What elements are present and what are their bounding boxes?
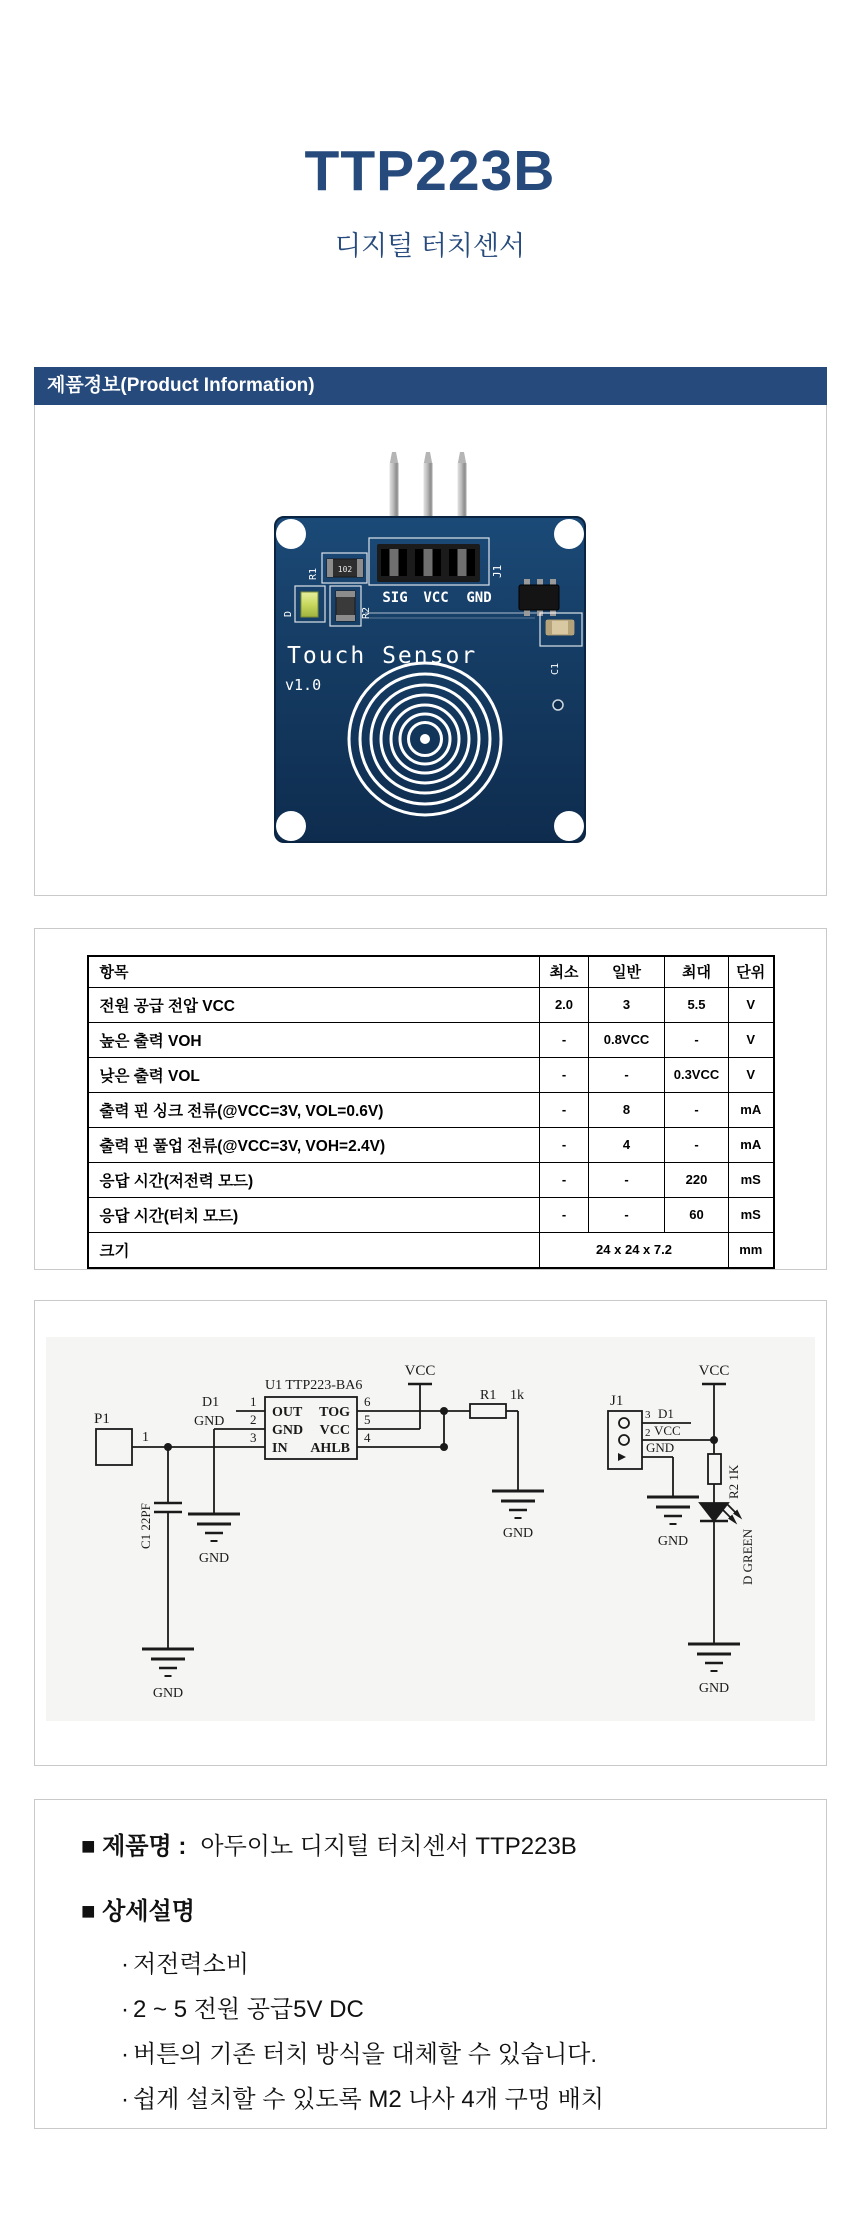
col-header-max: 최대 xyxy=(665,956,729,988)
section-header-label: 제품정보(Product Information) xyxy=(47,374,315,396)
gnd-label: GND xyxy=(152,1685,184,1701)
list-item: · 저전력소비 xyxy=(121,1950,249,1978)
j1-pin-3: 3 xyxy=(645,1408,651,1421)
ic-pin-5: 5 xyxy=(364,1411,371,1427)
silk-pin-labels xyxy=(382,590,491,606)
spec-header-row xyxy=(88,956,774,988)
details-box xyxy=(34,1799,827,2129)
ic-row-ahlb: AHLB xyxy=(310,1440,350,1456)
r1-value: 1k xyxy=(510,1387,524,1403)
list-item: · 2 ~ 5 전원 공급5V DC xyxy=(121,1995,364,2023)
schematic-box xyxy=(34,1300,827,1766)
led-label: D GREEN xyxy=(740,1528,755,1585)
r2-resistor-symbol xyxy=(708,1454,721,1484)
ic-row-vcc: VCC xyxy=(319,1422,350,1438)
ic-pin-4: 4 xyxy=(364,1429,371,1445)
list-item: · 쉽게 설치할 수 있도록 M2 나사 4개 구멍 배치 xyxy=(121,2085,604,2113)
svg-text:SIG: SIG xyxy=(382,589,408,606)
silk-j1-label: J1 xyxy=(491,564,504,578)
via-hole xyxy=(553,700,563,710)
resistor-code: 102 xyxy=(337,564,353,574)
ic-pin-3: 3 xyxy=(250,1429,257,1445)
ic-pin-6: 6 xyxy=(364,1393,371,1409)
j1-net-vcc: VCC xyxy=(654,1422,681,1438)
table-row: 낮은 출력 VOL - - 0.3VCC V xyxy=(88,1057,774,1092)
mounting-hole xyxy=(554,811,584,841)
silk-board-name: Touch Sensor xyxy=(287,642,478,669)
pcb-product-image xyxy=(35,405,826,895)
p1-connector-symbol xyxy=(96,1429,132,1465)
circuit-schematic xyxy=(46,1337,815,1719)
ic-row-out: OUT xyxy=(272,1404,303,1420)
pcb-board xyxy=(275,517,585,842)
j1-pin1-marker xyxy=(618,1453,626,1461)
col-header-typ: 일반 xyxy=(589,956,665,988)
table-row: 출력 핀 풀업 전류(@VCC=3V, VOH=2.4V) - 4 - mA xyxy=(88,1127,774,1162)
schematic-panel xyxy=(46,1337,815,1721)
table-row: 응답 시간(저전력 모드) - - 220 mS xyxy=(88,1162,774,1197)
p1-label: P1 xyxy=(94,1410,110,1427)
c1-label: C1 22PF xyxy=(138,1502,153,1549)
silk-c1-label: C1 xyxy=(550,662,561,675)
ic-row-gnd: GND xyxy=(272,1422,304,1438)
section-header-bar xyxy=(34,367,827,405)
silk-r1-label: R1 xyxy=(308,567,319,580)
mounting-hole xyxy=(276,811,306,841)
col-header-unit: 단위 xyxy=(729,956,774,988)
col-header-item: 항목 xyxy=(88,956,540,988)
p1-pin-number: 1 xyxy=(142,1429,149,1445)
gnd-label: GND xyxy=(698,1680,730,1696)
ic-row-in: IN xyxy=(272,1440,288,1456)
table-row: 높은 출력 VOH - 0.8VCC - V xyxy=(88,1022,774,1057)
vcc-label: VCC xyxy=(698,1362,730,1379)
table-row: 출력 핀 싱크 전류(@VCC=3V, VOL=0.6V) - 8 - mA xyxy=(88,1092,774,1127)
feature-list xyxy=(35,1942,826,2122)
product-image-box xyxy=(34,405,827,896)
spec-table-box xyxy=(34,928,827,1270)
j1-connector-symbol xyxy=(608,1411,642,1469)
gnd-label: GND xyxy=(198,1550,230,1566)
mounting-hole xyxy=(554,519,584,549)
product-name-line xyxy=(35,1800,826,1861)
r1-resistor-symbol xyxy=(470,1404,506,1418)
j1-net-d1: D1 xyxy=(658,1405,674,1421)
ic-pin-2: 2 xyxy=(250,1411,257,1427)
details-section-label: ■ 상세설명 xyxy=(81,1897,195,1925)
col-header-min: 최소 xyxy=(540,956,589,988)
j1-pin-2: 2 xyxy=(645,1426,651,1439)
r2-label: R2 1K xyxy=(726,1464,741,1499)
vcc-label: VCC xyxy=(404,1362,436,1379)
product-name-value: 아두이노 디지털 터치센서 TTP223B xyxy=(200,1832,577,1860)
mounting-hole xyxy=(276,519,306,549)
page-subtitle: 디지털 터치센서 xyxy=(334,230,526,261)
silk-r2-label: R2 xyxy=(361,606,372,619)
net-gnd-label: GND xyxy=(194,1413,225,1429)
svg-text:GND: GND xyxy=(466,589,492,606)
ic-row-tog: TOG xyxy=(319,1404,350,1420)
list-item: · 버튼의 기존 터치 방식을 대체할 수 있습니다. xyxy=(121,2040,597,2068)
silk-version: v1.0 xyxy=(285,675,322,694)
j1-label: J1 xyxy=(610,1392,624,1409)
table-row: 응답 시간(터치 모드) - - 60 mS xyxy=(88,1197,774,1232)
net-d1-label: D1 xyxy=(202,1394,220,1410)
pin-header-connector xyxy=(377,544,480,582)
j1-net-gnd: GND xyxy=(646,1439,675,1455)
svg-text:VCC: VCC xyxy=(423,589,449,606)
table-row: 전원 공급 전압 VCC 2.0 3 5.5 V xyxy=(88,987,774,1022)
table-row-size: 크기 24 x 24 x 7.2 mm xyxy=(88,1232,774,1268)
spec-table xyxy=(87,955,775,1269)
u1-title: U1 TTP223-BA6 xyxy=(265,1377,363,1393)
silk-d-label: D xyxy=(283,610,294,617)
r1-name: R1 xyxy=(480,1387,497,1403)
page-title: TTP223B xyxy=(304,139,556,203)
gnd-label: GND xyxy=(502,1525,534,1541)
product-name-label: ■ 제품명 : xyxy=(81,1832,187,1860)
ic-pin-1: 1 xyxy=(250,1393,257,1409)
touch-ic-chip xyxy=(519,579,559,616)
gnd-label: GND xyxy=(657,1533,689,1549)
